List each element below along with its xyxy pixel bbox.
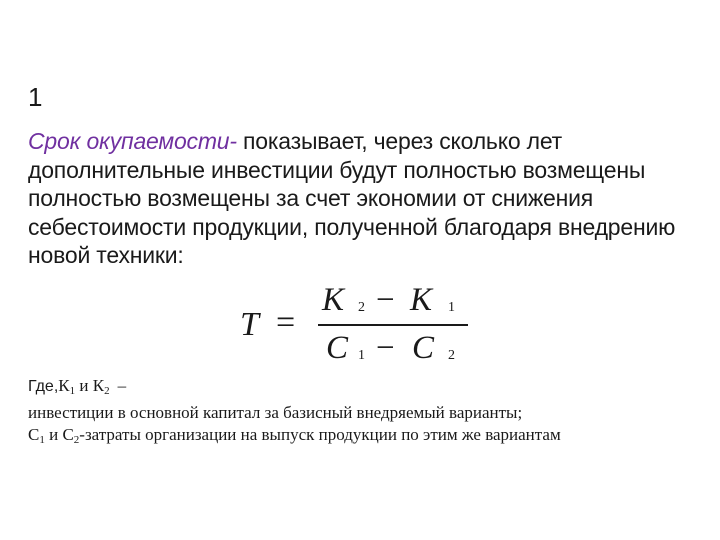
where-and-2: и [44, 425, 63, 444]
formula-denominator [318, 330, 468, 370]
denominator-symbol-b: C [412, 330, 435, 366]
where-line-3-text: -затраты организации на выпуск продукции по этим же вариантам [79, 425, 561, 444]
slide-number: 1 [28, 82, 43, 112]
where-c1-subscript: 1 [39, 434, 45, 446]
numerator-subscript-a: 2 [358, 300, 365, 315]
payback-formula [240, 282, 470, 374]
denominator-subscript-b: 2 [448, 348, 455, 363]
where-c2-subscript: 2 [73, 434, 80, 446]
where-explanation [28, 375, 698, 451]
where-prefix: Где, [28, 378, 59, 395]
definition-paragraph [28, 127, 698, 270]
formula-equals: = [276, 304, 296, 341]
formula-fraction [318, 282, 468, 370]
where-line-3 [28, 424, 698, 451]
denominator-operator: − [376, 330, 395, 366]
numerator-symbol-b: K [410, 282, 433, 318]
where-k1-subscript: 1 [69, 385, 76, 397]
where-line-1 [28, 375, 698, 402]
numerator-symbol-a: K [322, 282, 345, 318]
denominator-symbol-a: C [326, 330, 349, 366]
formula-lhs: T [240, 306, 259, 343]
formula-numerator [318, 282, 468, 322]
numerator-operator: − [376, 282, 395, 318]
where-k2-subscript: 2 [104, 385, 110, 397]
numerator-subscript-b: 1 [448, 300, 455, 315]
definition-term: Срок окупаемости- [28, 128, 237, 154]
where-and-1: и [75, 376, 93, 395]
definition-text: показывает, через сколько лет дополнительные инвестиции будут полностью возмещены полностью возмещены за счет экономии от снижения себестоимости продукции, полученной благодаря внедрению новой техники: [28, 128, 676, 268]
where-c2: С [62, 425, 74, 444]
fraction-bar [318, 324, 468, 326]
where-c1: С [28, 425, 40, 444]
where-line-2: инвестиции в основной капитал за базисный внедряемый варианты; [28, 403, 523, 422]
where-dash: – [117, 376, 127, 395]
where-k1: К [58, 376, 70, 395]
where-k2: К [92, 376, 105, 395]
denominator-subscript-a: 1 [358, 348, 365, 363]
